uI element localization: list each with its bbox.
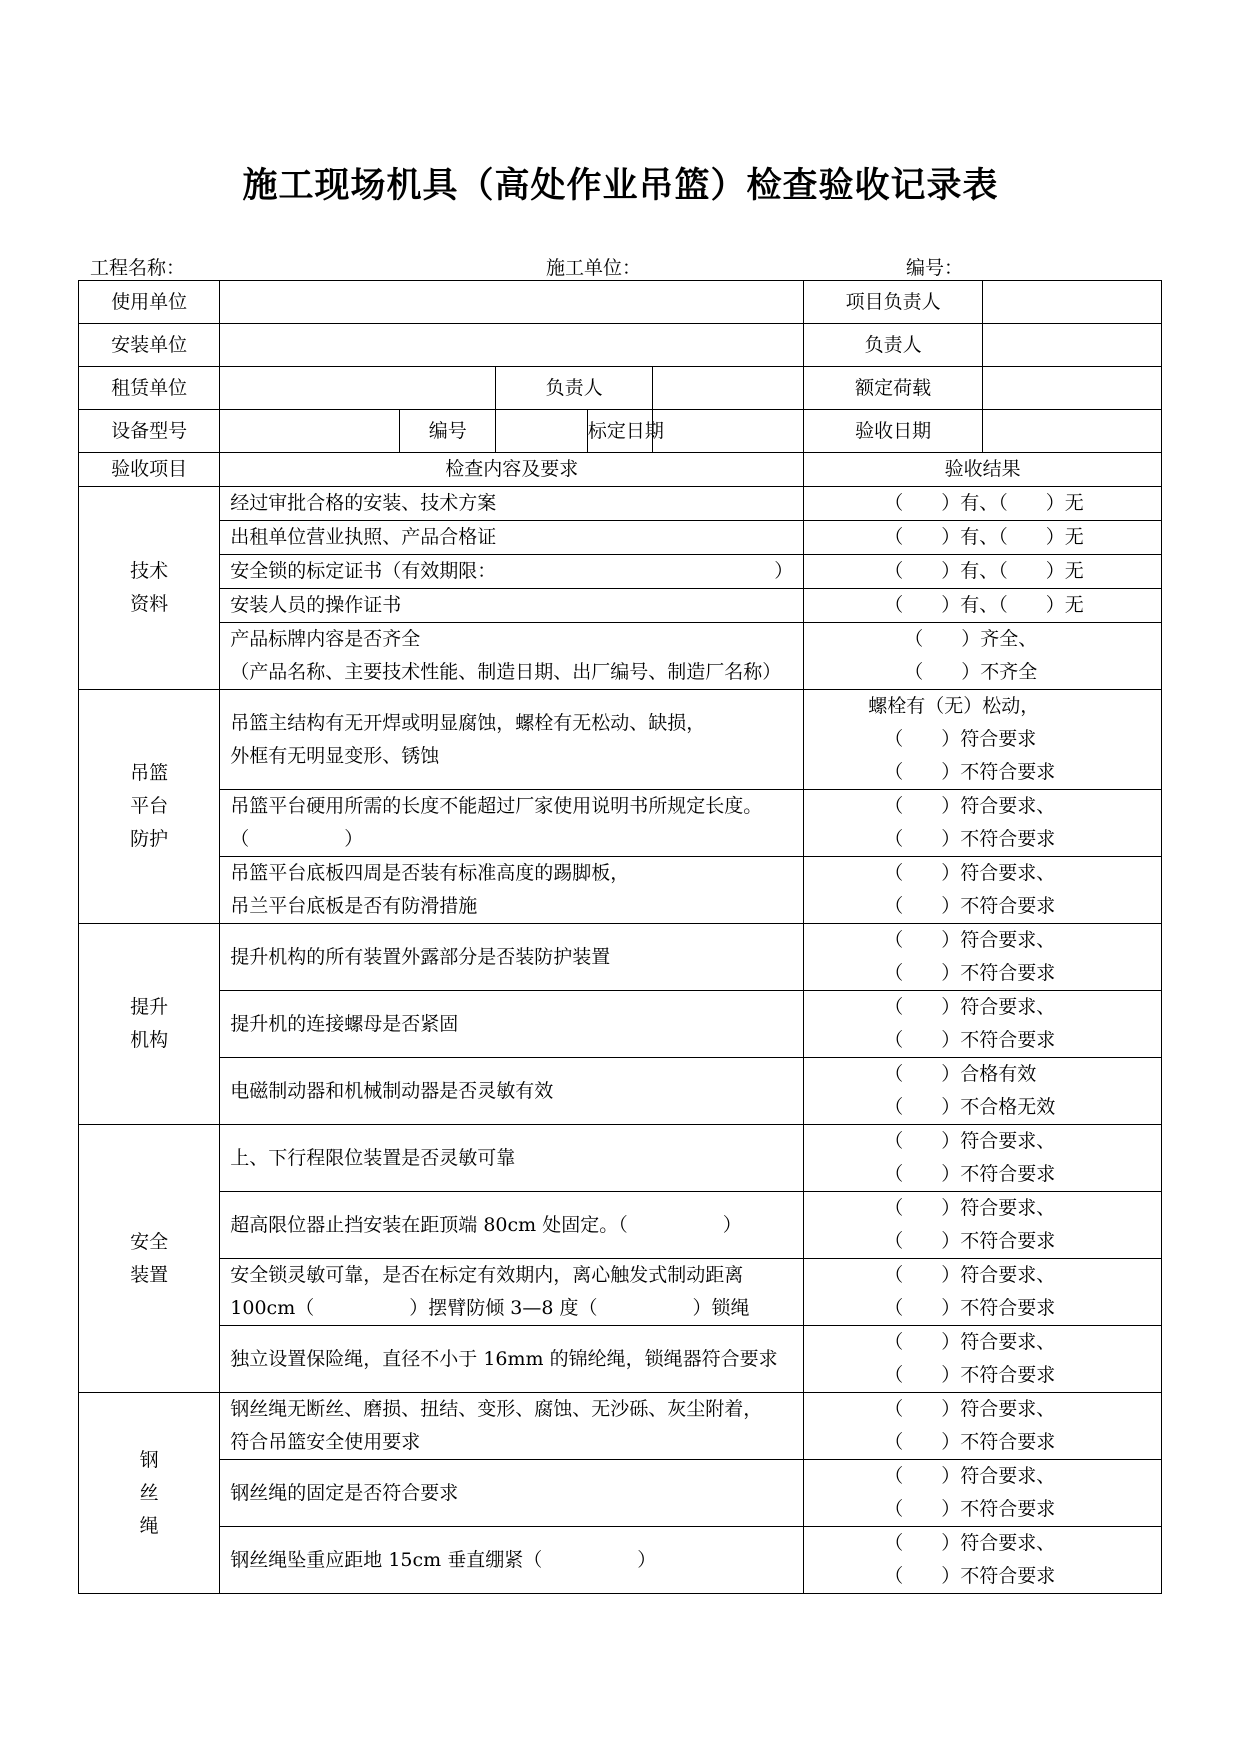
- lease-leader-field[interactable]: [653, 367, 804, 410]
- row-w3-result[interactable]: [804, 1527, 1162, 1594]
- row-l2-result-2: （ ）不符合要求: [884, 1029, 1056, 1051]
- lease-unit-field[interactable]: [220, 367, 496, 410]
- use-unit-label: 使用单位: [79, 281, 220, 324]
- leader-label: 负责人: [804, 324, 983, 367]
- construction-unit-label: 施工单位：: [546, 257, 642, 279]
- row-b2-line1: 吊篮平台硬用所需的长度不能超过厂家使用说明书所规定长度。: [230, 795, 763, 817]
- row-t5-line1: 产品标牌内容是否齐全: [230, 628, 421, 650]
- row-t3-text-end: ）: [774, 560, 794, 582]
- row-b2-result-1: （ ）符合要求、: [884, 795, 1056, 817]
- calib-date-field[interactable]: [653, 410, 804, 453]
- row-s3-content: [220, 1259, 804, 1326]
- rated-load-label: 额定荷载: [804, 367, 983, 410]
- row-s3-result-2: （ ）不符合要求: [884, 1297, 1056, 1319]
- row-b1-result-2: （ ）不符合要求: [884, 761, 1056, 783]
- col-header-content: 检查内容及要求: [220, 453, 804, 487]
- section-rope: [79, 1393, 220, 1594]
- row-t1-result[interactable]: （ ）有、（ ）无: [804, 487, 1162, 521]
- row-b1-content: [220, 690, 804, 790]
- row-l3-result-2: （ ）不合格无效: [884, 1096, 1056, 1118]
- row-l2-result[interactable]: [804, 991, 1162, 1058]
- row-s3-result-1: （ ）符合要求、: [884, 1264, 1056, 1286]
- row-s3-result[interactable]: [804, 1259, 1162, 1326]
- page-title: 施工现场机具（高处作业吊篮）检查验收记录表: [242, 165, 999, 206]
- accept-date-label: 验收日期: [804, 410, 983, 453]
- row-l3-content: 电磁制动器和机械制动器是否灵敏有效: [220, 1058, 804, 1125]
- section-tech-line1: 技术: [130, 560, 169, 582]
- row-s2-result-1: （ ）符合要求、: [884, 1197, 1056, 1219]
- row-t3-text: 安全锁的标定证书（有效期限：: [230, 560, 497, 582]
- row-t5-line2: （产品名称、主要技术性能、制造日期、出厂编号、制造厂名称）: [230, 661, 782, 683]
- leader-field[interactable]: [983, 324, 1162, 367]
- col-header-item: 验收项目: [79, 453, 220, 487]
- rated-load-field[interactable]: [983, 367, 1162, 410]
- row-b1-line2: 外框有无明显变形、锈蚀: [230, 744, 440, 767]
- row-b3-result[interactable]: [804, 857, 1162, 924]
- row-b1-result-0: 螺栓有（无）松动，: [868, 695, 1040, 717]
- row-w1-content: [220, 1393, 804, 1460]
- project-name-label: 工程名称：: [90, 257, 186, 279]
- row-s4-result-2: （ ）不符合要求: [884, 1364, 1056, 1386]
- row-b1-result-1: （ ）符合要求: [884, 728, 1037, 750]
- section-rope-line1: 钢: [139, 1448, 159, 1471]
- row-w2-content: 钢丝绳的固定是否符合要求: [220, 1460, 804, 1527]
- row-l3-result-1: （ ）合格有效: [884, 1063, 1037, 1085]
- section-lift-line2: 机构: [130, 1029, 169, 1051]
- number-label: 编号：: [906, 257, 964, 279]
- device-model-field[interactable]: [220, 410, 400, 453]
- row-t5-content: [220, 623, 804, 690]
- row-w2-result-1: （ ）符合要求、: [884, 1465, 1056, 1487]
- row-l1-result-2: （ ）不符合要求: [884, 962, 1056, 984]
- row-s2-result[interactable]: [804, 1192, 1162, 1259]
- row-b3-content: [220, 857, 804, 924]
- row-w1-result-2: （ ）不符合要求: [884, 1431, 1056, 1453]
- section-safety-line2: 装置: [130, 1263, 169, 1286]
- row-t4-result[interactable]: （ ）有、（ ）无: [804, 589, 1162, 623]
- section-tech-line2: 资料: [130, 593, 169, 615]
- row-w1-line2: 符合吊篮安全使用要求: [230, 1431, 421, 1453]
- lease-leader-label: 负责人: [496, 367, 653, 410]
- section-lift-line1: 提升: [130, 996, 169, 1018]
- row-s4-content: 独立设置保险绳，直径不小于 16mm 的锦纶绳，锁绳器符合要求: [220, 1326, 804, 1393]
- row-t2-result[interactable]: （ ）有、（ ）无: [804, 521, 1162, 555]
- col-header-result: 验收结果: [804, 453, 1162, 487]
- install-unit-field[interactable]: [220, 324, 804, 367]
- section-safety: [79, 1125, 220, 1393]
- row-b3-result-2: （ ）不符合要求: [884, 895, 1056, 917]
- section-basket-line2: 平台: [130, 795, 169, 817]
- row-s2-content: 超高限位器止挡安装在距顶端 80cm 处固定。（ ）: [220, 1192, 804, 1259]
- row-l2-result-1: （ ）符合要求、: [884, 996, 1056, 1018]
- row-l1-result[interactable]: [804, 924, 1162, 991]
- row-s1-result-2: （ ）不符合要求: [884, 1163, 1056, 1185]
- device-number-label: 编号: [400, 410, 496, 453]
- device-model-label: 设备型号: [79, 410, 220, 453]
- row-s1-result[interactable]: [804, 1125, 1162, 1192]
- row-w3-result-2: （ ）不符合要求: [884, 1565, 1056, 1587]
- row-t3-result[interactable]: （ ）有、（ ）无: [804, 555, 1162, 589]
- section-rope-line2: 丝: [139, 1481, 159, 1504]
- row-b3-result-1: （ ）符合要求、: [884, 862, 1056, 884]
- lease-unit-label: 租赁单位: [79, 367, 220, 410]
- row-t5-result[interactable]: [804, 623, 1162, 690]
- section-lift: [79, 924, 220, 1125]
- install-unit-label: 安装单位: [79, 324, 220, 367]
- project-leader-label: 项目负责人: [804, 281, 983, 324]
- row-b3-line1: 吊篮平台底板四周是否装有标准高度的踢脚板，: [230, 862, 630, 884]
- section-basket-line1: 吊篮: [130, 762, 169, 784]
- device-number-field[interactable]: [496, 410, 588, 453]
- calib-date-label: 标定日期: [587, 410, 652, 453]
- row-b2-line2: （ ）: [230, 828, 364, 850]
- section-tech: [79, 487, 220, 690]
- row-l2-content: 提升机的连接螺母是否紧固: [220, 991, 804, 1058]
- row-t1-content: 经过审批合格的安装、技术方案: [220, 487, 804, 521]
- row-t5-result-1: （ ）齐全、: [904, 628, 1038, 650]
- section-basket: [79, 690, 220, 924]
- row-b1-line1: 吊篮主结构有无开焊或明显腐蚀，螺栓有无松动、缺损，: [230, 711, 706, 734]
- row-s3-line2: 100cm（ ）摆臂防倾 3—8 度（ ）锁绳: [230, 1297, 750, 1319]
- row-w3-result-1: （ ）符合要求、: [884, 1532, 1056, 1554]
- row-b1-result[interactable]: [804, 690, 1162, 790]
- row-s4-result-1: （ ）符合要求、: [884, 1331, 1056, 1353]
- section-safety-line1: 安全: [130, 1230, 169, 1253]
- section-basket-line3: 防护: [130, 828, 169, 850]
- project-leader-field[interactable]: [983, 281, 1162, 324]
- row-w2-result[interactable]: [804, 1460, 1162, 1527]
- row-w2-result-2: （ ）不符合要求: [884, 1498, 1056, 1520]
- row-b2-result-2: （ ）不符合要求: [884, 828, 1056, 850]
- row-w1-result-1: （ ）符合要求、: [884, 1398, 1056, 1420]
- row-s1-result-1: （ ）符合要求、: [884, 1130, 1056, 1152]
- inspection-table: [78, 280, 1162, 1594]
- row-l3-result[interactable]: [804, 1058, 1162, 1125]
- row-b2-content: [220, 790, 804, 857]
- row-l1-result-1: （ ）符合要求、: [884, 929, 1056, 951]
- row-t2-content: 出租单位营业执照、产品合格证: [220, 521, 804, 555]
- row-w3-content: 钢丝绳坠重应距地 15cm 垂直绷紧（ ）: [220, 1527, 804, 1594]
- row-t3-content: [220, 555, 804, 589]
- use-unit-field[interactable]: [220, 281, 804, 324]
- accept-date-field[interactable]: [983, 410, 1162, 453]
- row-t4-content: 安装人员的操作证书: [220, 589, 804, 623]
- row-l1-content: 提升机构的所有装置外露部分是否装防护装置: [220, 924, 804, 991]
- row-s3-line1: 安全锁灵敏可靠，是否在标定有效期内，离心触发式制动距离: [230, 1264, 744, 1286]
- row-s4-result[interactable]: [804, 1326, 1162, 1393]
- row-s2-result-2: （ ）不符合要求: [884, 1230, 1056, 1252]
- row-s1-content: 上、下行程限位装置是否灵敏可靠: [220, 1125, 804, 1192]
- row-b3-line2: 吊兰平台底板是否有防滑措施: [230, 895, 478, 917]
- row-b2-result[interactable]: [804, 790, 1162, 857]
- row-w1-result[interactable]: [804, 1393, 1162, 1460]
- section-rope-line3: 绳: [139, 1514, 159, 1537]
- row-w1-line1: 钢丝绳无断丝、磨损、扭结、变形、腐蚀、无沙砾、灰尘附着，: [230, 1398, 763, 1420]
- row-t5-result-2: （ ）不齐全: [904, 661, 1038, 683]
